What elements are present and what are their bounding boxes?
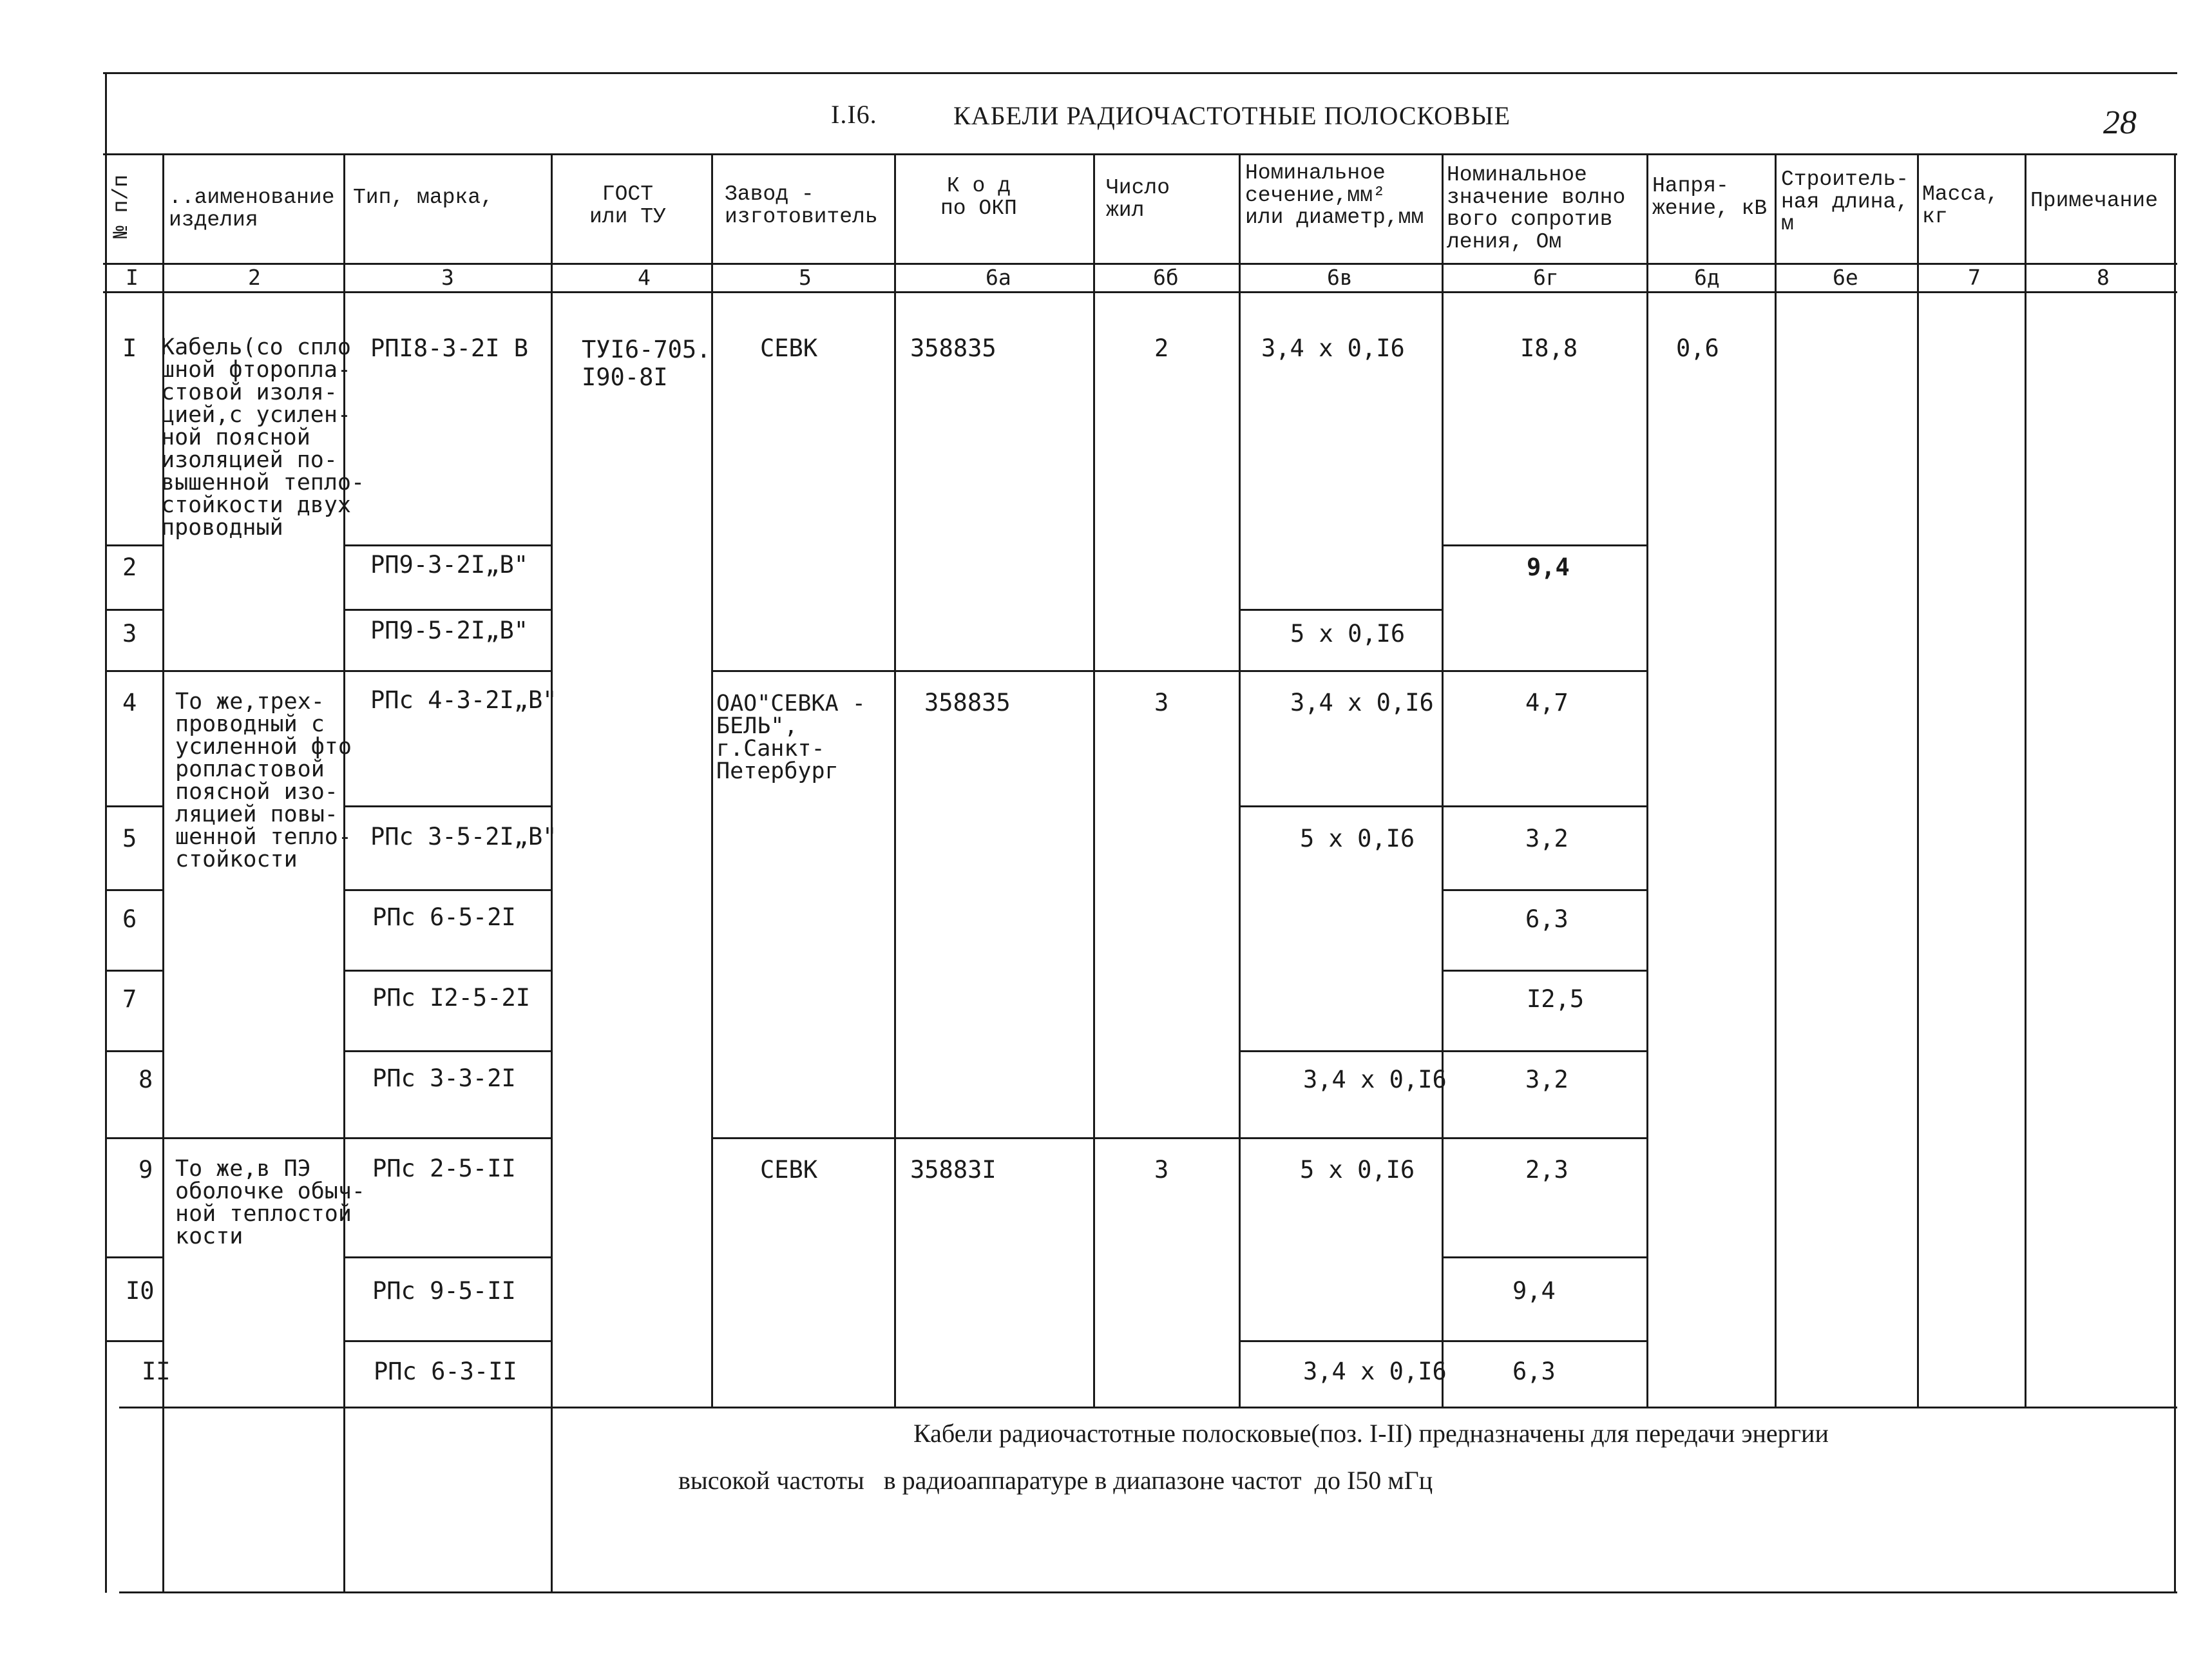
header-plant: Завод - изготовитель [725,182,878,229]
impedance-sep [1443,1137,1648,1139]
row-impedance: 6,3 [1512,1358,1556,1385]
row-sep [105,609,164,611]
row-impedance: 4,7 [1525,689,1568,716]
impedance-sep [1443,1050,1648,1052]
row-type: РПс 2-5-II [372,1155,516,1182]
row-num: I [122,334,137,362]
section-sep [1240,1137,1443,1139]
col-sep-6 [1093,153,1095,1407]
row-impedance: I8,8 [1520,334,1578,362]
row-sep [345,670,552,672]
col-sep-9 [1646,153,1648,1407]
row-impedance: I2,5 [1527,985,1585,1013]
group-sep [164,1137,345,1139]
row-type: РП9-5-2I„В" [370,617,529,644]
col-sep-4 [711,153,713,1407]
colnum-6e: 6е [1833,265,1858,290]
col-sep-10 [1775,153,1777,1407]
row-impedance: 6,3 [1525,905,1568,933]
colnum-6b: 6б [1153,265,1179,290]
document-title: КАБЕЛИ РАДИОЧАСТОТНЫЕ ПОЛОСКОВЫЕ [953,101,1511,130]
colnum-6d: 6д [1694,265,1720,290]
col-sep-12 [2025,153,2026,1407]
impedance-sep [1443,670,1648,672]
right-border [2174,153,2176,1591]
colnum-6a: 6а [986,265,1011,290]
page-bottom-rule [119,1591,2177,1593]
row-type: РПс 4-3-2I„В" [370,686,557,714]
group-3-plant: СЕВК [760,1156,818,1184]
top-border [103,72,2177,74]
row-sep [345,544,552,546]
impedance-sep [1443,1256,1648,1258]
row-sep [105,805,164,807]
row-num: 6 [122,905,137,933]
row-num: II [142,1358,171,1385]
colnum-bottom-rule [103,291,2177,293]
row-impedance: 3,2 [1525,1066,1568,1093]
row-section: 3,4 х 0,I6 [1290,689,1434,716]
row-sep [105,1137,164,1139]
row-type: РПс 9-5-II [372,1277,516,1305]
group-1-gost: ТУI6-705. I90-8I [582,336,711,391]
row-type: РПс 6-3-II [374,1358,517,1385]
section-sep [1240,805,1443,807]
row-num: 3 [122,620,137,648]
row-impedance: 3,2 [1525,825,1568,852]
row-sep [105,544,164,546]
impedance-sep [1443,1340,1648,1342]
group-2-code: 358835 [924,689,1011,716]
colnum-7: 7 [1968,265,1981,290]
row-impedance: 2,3 [1525,1156,1568,1184]
colnum-3: 3 [441,265,454,290]
colnum-4: 4 [638,265,651,290]
row-sep [105,1340,164,1342]
section-sep [1240,670,1443,672]
group-1-code: 358835 [910,334,996,362]
row-sep [345,1137,552,1139]
colnum-5: 5 [799,265,812,290]
section-number: I.I6. [831,100,877,129]
header-gost: ГОСТ или ТУ [589,182,666,229]
row-impedance: 9,4 [1527,553,1570,581]
colnum-1: I [126,265,138,290]
row-sep [105,970,164,972]
row-impedance: 9,4 [1512,1277,1556,1305]
header-top-rule [103,153,2177,155]
row-num: 4 [122,689,137,716]
header-code: К о д по ОКП [940,174,1017,220]
row-section: 5 х 0,I6 [1300,825,1415,852]
row-type: РПс I2-5-2I [372,984,531,1012]
row-section: 3,4 х 0,I6 [1303,1066,1447,1093]
row-sep [105,889,164,891]
row-type: РПс 3-5-2I„В" [370,823,557,850]
header-bottom-rule [103,263,2177,265]
group-1-name: Кабель(со спло шной фторопла- стовой изоля- цией,с усилен- ной поясной изоляцией по- вышенной тепло- стойкости двух проводный [161,334,365,541]
row-num: 5 [122,825,137,852]
row-sep [345,889,552,891]
col-sep-5 [894,153,896,1407]
impedance-sep [1443,970,1648,972]
row-type: РПс 6-5-2I [372,903,516,931]
row-num: 9 [138,1156,153,1184]
section-sep [1240,609,1443,611]
group-3-cores: 3 [1154,1156,1169,1184]
group-1-cores: 2 [1154,334,1169,362]
body-bottom-rule [119,1407,2177,1408]
row-num: 7 [122,985,137,1013]
group-2-plant: ОАО"СЕВКА - БЕЛЬ", г.Санкт- Петербург [716,691,866,784]
header-length: Строитель- ная длина, м [1781,168,1909,236]
col-sep-8 [1442,153,1444,1407]
row-num: 2 [122,553,137,581]
row-sep [345,1340,552,1342]
section-sep [1240,1340,1443,1342]
left-border [105,72,107,1593]
row-section: 5 х 0,I6 [1290,620,1406,648]
header-mass: Масса, кг [1922,182,1999,229]
page-number: 28 [2103,104,2137,141]
header-voltage: Напря- жение, кВ [1652,174,1768,220]
row-sep [345,970,552,972]
group-sep [164,670,345,672]
row-sep [345,1050,552,1052]
header-note: Примечание [2030,189,2159,213]
footnote-line-2: высокой частоты в радиоаппаратуре в диапазоне частот до I50 мГц [678,1466,1433,1495]
row-section: 3,4 х 0,I6 [1261,334,1405,362]
colnum-6g: 6г [1533,265,1559,290]
col-sep-11 [1917,153,1919,1407]
row-section: 3,4 х 0,I6 [1303,1358,1447,1385]
group-1-plant: СЕВК [760,334,818,362]
header-section: Номинальное сечение,мм² или диаметр,мм [1245,161,1424,230]
colnum-6v: 6в [1327,265,1353,290]
footnote-line-1: Кабели радиочастотные полосковые(поз. I-II) предназначены для передачи энергии [913,1419,1829,1448]
impedance-sep [1443,805,1648,807]
colnum-8: 8 [2097,265,2110,290]
header-name: ..аименование изделия [169,186,335,232]
row-type: РП9-3-2I„В" [370,551,529,579]
impedance-sep [1443,544,1648,546]
row-sep [105,1050,164,1052]
row-sep [345,609,552,611]
group-sep [712,670,1241,672]
group-2-name: То же,трех- проводный с усиленной фто ропластовой поясной изо- ляцией повы- шенной тепло- стойкости [175,689,352,872]
row-type: РПс 3-3-2I [372,1064,516,1092]
header-type: Тип, марка, [353,186,493,209]
colnum-2: 2 [248,265,261,290]
row-sep [345,805,552,807]
row-num: 8 [138,1066,153,1093]
header-cores: Число жил [1106,176,1170,222]
header-num: № п/п [110,174,133,238]
group-3-name: То же,в ПЭ оболочке обыч- ной теплостой кости [175,1156,366,1249]
row-num: I0 [126,1277,155,1305]
group-sep [712,1137,1241,1139]
group-3-code: 35883I [910,1156,996,1184]
col-sep-7 [1239,153,1241,1407]
group-1-voltage: 0,6 [1676,334,1719,362]
group-2-cores: 3 [1154,689,1169,716]
header-impedance: Номинальное значение волно вого сопротив ления, Ом [1447,163,1626,254]
row-sep [105,670,164,672]
row-sep [345,1256,552,1258]
section-sep [1240,1050,1443,1052]
row-section: 5 х 0,I6 [1300,1156,1415,1184]
row-sep [105,1256,164,1258]
row-type: РПI8-3-2I В [370,334,529,362]
impedance-sep [1443,889,1648,891]
col-sep-3 [551,153,553,1591]
